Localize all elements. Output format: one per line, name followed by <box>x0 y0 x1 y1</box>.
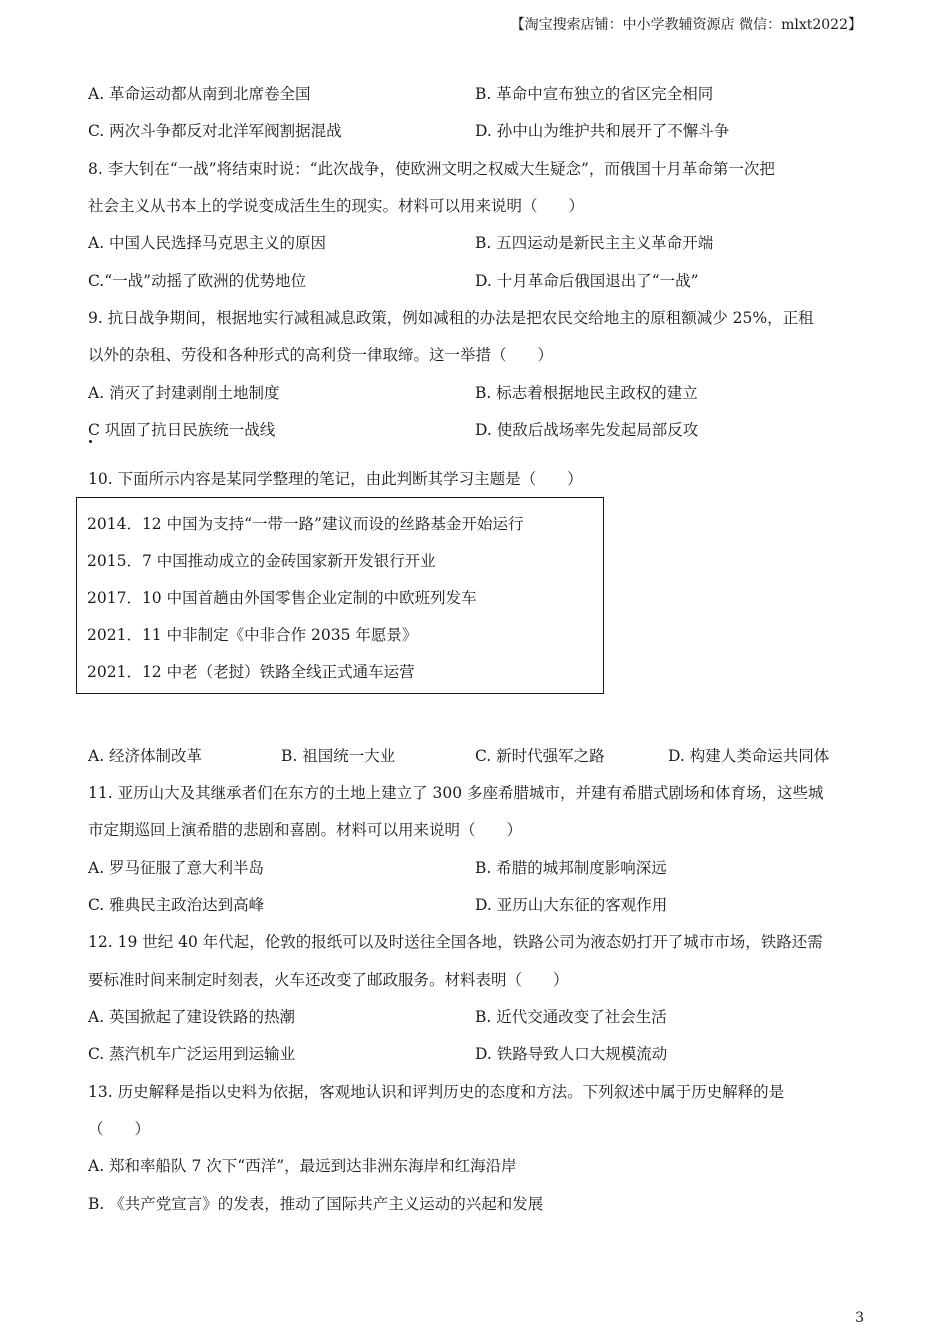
q12-option-b: B. 近代交通改变了社会生活 <box>475 1008 667 1026</box>
q9-option-a: A. 消灭了封建剥削土地制度 <box>88 384 280 402</box>
notes-box <box>76 497 604 694</box>
q10-option-c: C. 新时代强军之路 <box>475 747 605 765</box>
q7-option-d: D. 孙中山为维护共和展开了不懈斗争 <box>475 122 730 140</box>
q8-option-a: A. 中国人民选择马克思主义的原因 <box>88 234 327 252</box>
q12-option-a: A. 英国掀起了建设铁路的热潮 <box>88 1008 296 1026</box>
q11-option-b: B. 希腊的城邦制度影响深远 <box>475 859 667 877</box>
q9-stem-line2: 以外的杂租、劳役和各种形式的高利贷一律取缔。这一举措（ ） <box>88 346 554 364</box>
q8-option-c: C.“一战”动摇了欧洲的优势地位 <box>88 272 307 290</box>
q11-stem-line1: 11. 亚历山大及其继承者们在东方的土地上建立了 300 多座希腊城市，并建有希腊式剧场和体育场，这些城 <box>88 784 824 802</box>
q8-stem-line2: 社会主义从书本上的学说变成活生生的现实。材料可以用来说明（ ） <box>88 197 585 215</box>
note-item: 2017．10 中国首趟由外国零售企业定制的中欧班列发车 <box>87 589 477 607</box>
q12-option-d: D. 铁路导致人口大规模流动 <box>475 1045 668 1063</box>
q13-option-b: B. 《共产党宣言》的发表，推动了国际共产主义运动的兴起和发展 <box>88 1195 544 1213</box>
q8-option-b: B. 五四运动是新民主主义革命开端 <box>475 234 714 252</box>
q9-option-b: B. 标志着根据地民主政权的建立 <box>475 384 698 402</box>
q7-option-a: A. 革命运动都从南到北席卷全国 <box>88 85 311 103</box>
q10-stem: 10. 下面所示内容是某同学整理的笔记，由此判断其学习主题是（ ） <box>88 470 583 488</box>
q7-option-b: B. 革命中宣布独立的省区完全相同 <box>475 85 714 103</box>
q13-stem-line1: 13. 历史解释是指以史料为依据，客观地认识和评判历史的态度和方法。下列叙述中属于历史解释的是 <box>88 1083 785 1101</box>
q12-stem-line1: 12. 19 世纪 40 年代起，伦敦的报纸可以及时送往全国各地，铁路公司为液态奶打开了城市市场，铁路还需 <box>88 933 823 951</box>
q9-stem-line1: 9. 抗日战争期间，根据地实行减租减息政策，例如减租的办法是把农民交给地主的原租额减少 25%，正租 <box>88 309 814 327</box>
q8-stem-line1: 8. 李大钊在“一战”将结束时说：“此次战争，使欧洲文明之权威大生疑念”，而俄国十月革命第一次把 <box>88 160 775 178</box>
q10-option-b: B. 祖国统一大业 <box>281 747 396 765</box>
q9-option-d: D. 使敌后战场率先发起局部反攻 <box>475 421 699 439</box>
note-item: 2015．7 中国推动成立的金砖国家新开发银行开业 <box>87 552 436 570</box>
q10-option-d: D. 构建人类命运共同体 <box>668 747 830 765</box>
q10-option-a: A. 经济体制改革 <box>88 747 203 765</box>
q7-option-c: C. 两次斗争都反对北洋军阀割据混战 <box>88 122 342 140</box>
page-header: 【淘宝搜索店铺：中小学教辅资源店 微信：mlxt2022】 <box>510 17 862 33</box>
q8-option-d: D. 十月革命后俄国退出了“一战” <box>475 272 699 290</box>
q11-stem-line2: 市定期巡回上演希腊的悲剧和喜剧。材料可以用来说明（ ） <box>88 821 523 839</box>
note-item: 2021．12 中老（老挝）铁路全线正式通车运营 <box>87 663 415 681</box>
q12-stem-line2: 要标准时间来制定时刻表，火车还改变了邮政服务。材料表明（ ） <box>88 971 569 989</box>
note-item: 2014．12 中国为支持“一带一路”建议而设的丝路基金开始运行 <box>87 515 524 533</box>
note-item: 2021．11 中非制定《中非合作 2035 年愿景》 <box>87 626 418 644</box>
page-number: 3 <box>855 1310 864 1326</box>
q11-option-d: D. 亚历山大东征的客观作用 <box>475 896 668 914</box>
q11-option-a: A. 罗马征服了意大利半岛 <box>88 859 265 877</box>
q12-option-c: C. 蒸汽机车广泛运用到运输业 <box>88 1045 296 1063</box>
q9-option-c: C 巩固了抗日民族统一战线 <box>88 421 276 439</box>
stray-dot-mark <box>89 440 92 443</box>
q13-option-a: A. 郑和率船队 7 次下“西洋”，最远到达非洲东海岸和红海沿岸 <box>88 1157 517 1175</box>
q13-stem-line2: （ ） <box>88 1120 151 1138</box>
q11-option-c: C. 雅典民主政治达到高峰 <box>88 896 265 914</box>
